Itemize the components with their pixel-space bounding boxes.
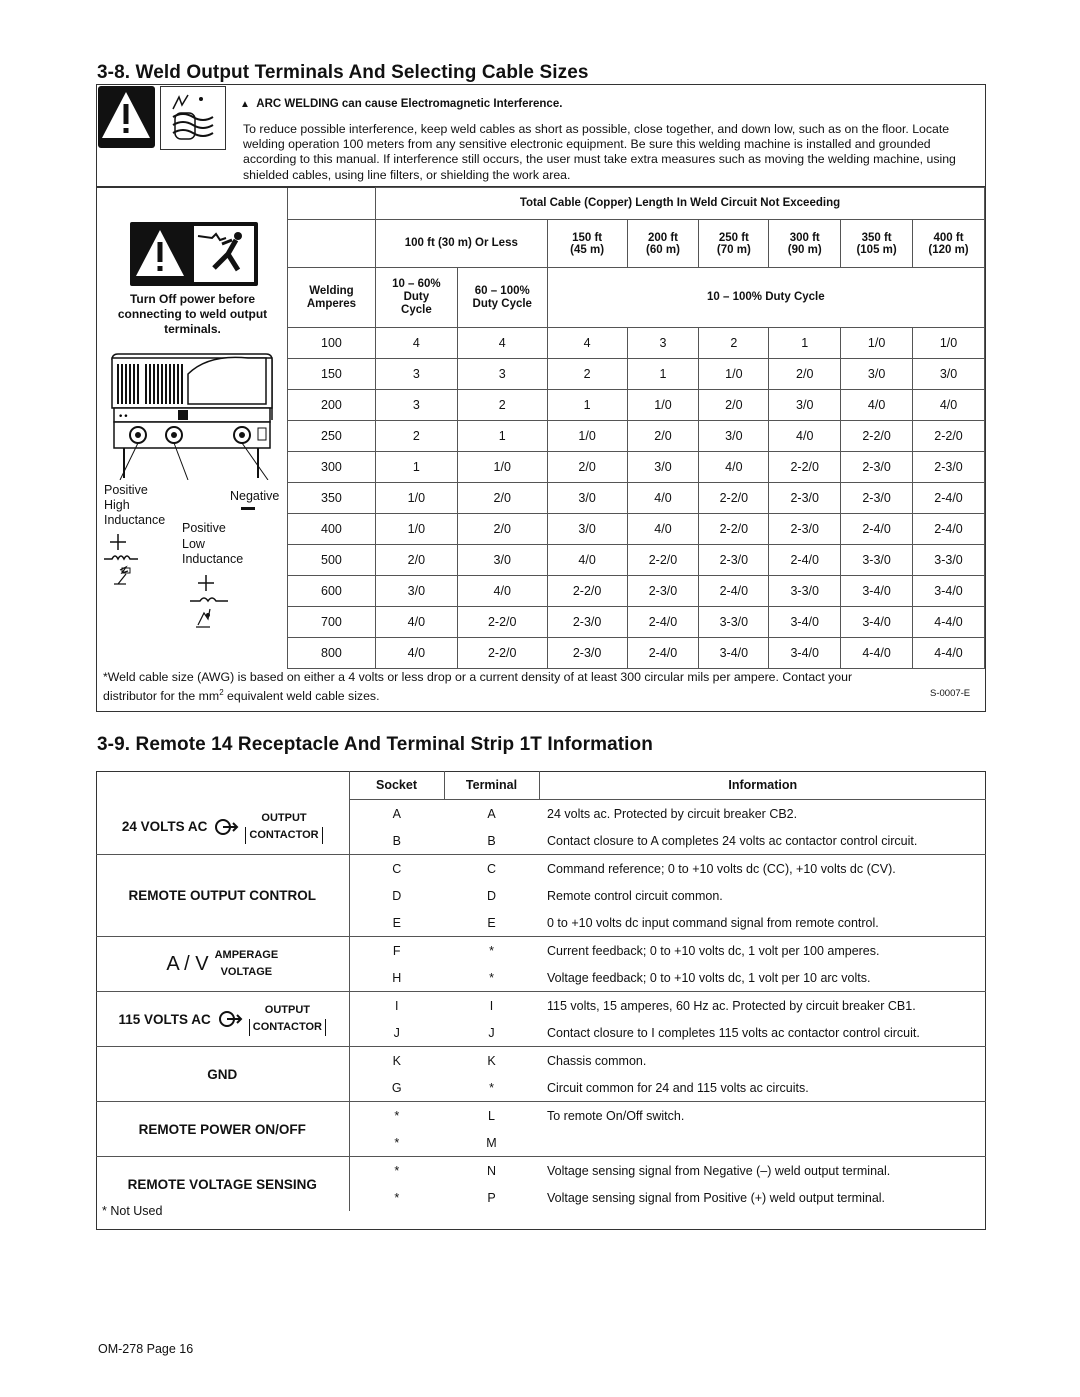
cable-size-cell: 2-2/0: [769, 452, 841, 483]
table-row: [288, 328, 985, 359]
table-row: [96, 1157, 986, 1185]
info-cell: 0 to +10 volts dc input command signal from remote control.: [547, 915, 879, 930]
cable-size-cell: 1/0: [375, 483, 457, 514]
cable-size-cell: 2-4/0: [699, 576, 769, 607]
cable-size-cell: 3/0: [913, 359, 985, 390]
low-inductance-icons: [186, 575, 236, 631]
amperes-cell: 200: [288, 390, 376, 421]
terminal-cell: N: [444, 1157, 539, 1185]
amperes-cell: 500: [288, 545, 376, 576]
cable-size-cell: 3-4/0: [841, 576, 913, 607]
cable-size-cell: 3: [457, 359, 547, 390]
group-label-cell: [96, 1157, 349, 1212]
socket-header: Socket: [349, 771, 444, 800]
amperes-cell: 700: [288, 607, 376, 638]
table-row: [288, 483, 985, 514]
output-contactor-icon: [213, 816, 239, 838]
cable-size-cell: 2: [457, 390, 547, 421]
cable-size-cell: 2/0: [699, 390, 769, 421]
high-inductance-icons: [104, 532, 154, 592]
cable-size-cell: 3-3/0: [699, 607, 769, 638]
cable-size-cell: 3/0: [699, 421, 769, 452]
cable-size-cell: 3-4/0: [841, 607, 913, 638]
cable-size-cell: 2-4/0: [769, 545, 841, 576]
cable-size-cell: 4/0: [769, 421, 841, 452]
terminal-cell: D: [486, 888, 497, 903]
icon-label-top: OUTPUT: [261, 811, 307, 824]
welding-amperes-header: Welding Amperes: [288, 268, 376, 328]
amperes-cell: 350: [288, 483, 376, 514]
info-cell: Contact closure to I completes 115 volts ac contactor control circuit.: [547, 1025, 920, 1040]
cable-size-cell: 3/0: [547, 514, 627, 545]
length-header: 250 ft (70 m): [699, 220, 769, 268]
cable-size-cell: 4/0: [547, 545, 627, 576]
positive-high-label: Positive High Inductance: [104, 483, 166, 527]
length-header: 350 ft (105 m): [841, 220, 913, 268]
cable-size-cell: 4-4/0: [913, 638, 985, 669]
info-cell: Circuit common for 24 and 115 volts ac circuits.: [547, 1080, 809, 1095]
socket-cell: D: [392, 888, 402, 903]
info-cell: Current feedback; 0 to +10 volts dc, 1 volt per 100 amperes.: [539, 937, 986, 965]
length-header: 300 ft (90 m): [769, 220, 841, 268]
cable-size-cell: 2/0: [769, 359, 841, 390]
receptacle-table: [96, 771, 986, 1211]
duty-all-header: 10 – 100% Duty Cycle: [547, 268, 984, 328]
cable-size-cell: 1/0: [627, 390, 699, 421]
cable-size-cell: 1/0: [457, 452, 547, 483]
cable-size-cell: 2-2/0: [457, 607, 547, 638]
group-label-cell: [96, 937, 349, 992]
length-header: 400 ft (120 m): [913, 220, 985, 268]
terminal-cell: *: [489, 1080, 494, 1095]
group-label-cell: [96, 992, 349, 1047]
table-row: [96, 937, 986, 965]
cable-size-cell: 2-3/0: [547, 638, 627, 669]
cable-size-cell: 2/0: [375, 545, 457, 576]
table-row: [288, 545, 985, 576]
info-cell: [539, 1129, 986, 1157]
cable-size-cell: 2-4/0: [841, 514, 913, 545]
cable-size-cell: 2-2/0: [913, 421, 985, 452]
icon-label-bottom: VOLTAGE: [220, 966, 273, 978]
cable-size-table: [287, 187, 985, 669]
group-label: 24 VOLTS AC: [121, 819, 208, 835]
cable-size-cell: 2-3/0: [547, 607, 627, 638]
cable-size-cell: 2-2/0: [841, 421, 913, 452]
terminal-cell: I: [444, 992, 539, 1020]
cable-size-cell: 3: [375, 390, 457, 421]
info-cell: Remote control circuit common.: [547, 888, 723, 903]
table-row: [288, 421, 985, 452]
info-cell: Chassis common.: [539, 1047, 986, 1075]
cable-size-cell: 3/0: [547, 483, 627, 514]
group-label-cell: [96, 1047, 349, 1102]
cable-size-cell: 4: [375, 328, 457, 359]
cable-size-cell: 2-3/0: [913, 452, 985, 483]
cable-size-cell: 3/0: [769, 390, 841, 421]
amperes-cell: 800: [288, 638, 376, 669]
cable-size-cell: 2: [547, 359, 627, 390]
cable-size-cell: 4/0: [375, 638, 457, 669]
section-title-3-8: 3-8. Weld Output Terminals And Selecting Cable Sizes: [97, 62, 589, 83]
icon-label-top: OUTPUT: [264, 1004, 310, 1016]
cable-size-cell: 3/0: [457, 545, 547, 576]
socket-cell: G: [391, 1080, 402, 1095]
socket-cell: *: [349, 1102, 444, 1130]
cable-size-cell: 4/0: [627, 483, 699, 514]
cable-size-cell: 3-3/0: [841, 545, 913, 576]
amperes-cell: 300: [288, 452, 376, 483]
cable-size-cell: 1/0: [841, 328, 913, 359]
group-label: A / V: [166, 952, 209, 975]
terminal-cell: K: [444, 1047, 539, 1075]
cable-size-cell: 2-2/0: [699, 483, 769, 514]
cable-size-cell: 2/0: [627, 421, 699, 452]
cable-size-cell: 1: [769, 328, 841, 359]
terminal-header: Terminal: [444, 771, 539, 800]
cable-size-cell: 2-2/0: [627, 545, 699, 576]
socket-cell: E: [392, 915, 401, 930]
socket-cell: J: [393, 1025, 400, 1040]
cable-size-cell: 2-2/0: [699, 514, 769, 545]
cable-size-cell: 3/0: [375, 576, 457, 607]
cable-size-cell: 4-4/0: [841, 638, 913, 669]
cable-size-cell: 4/0: [627, 514, 699, 545]
cable-size-cell: 2/0: [547, 452, 627, 483]
cable-size-cell: 2-3/0: [699, 545, 769, 576]
positive-low-label: Positive Low Inductance: [182, 521, 244, 566]
terminal-cell: J: [488, 1025, 495, 1040]
info-cell: To remote On/Off switch.: [539, 1102, 986, 1130]
amperes-cell: 250: [288, 421, 376, 452]
cable-size-cell: 1/0: [375, 514, 457, 545]
group-label-cell: [96, 1102, 349, 1157]
length-header-100ft: 100 ft (30 m) Or Less: [375, 220, 547, 268]
cable-size-cell: 4/0: [699, 452, 769, 483]
group-label: GND: [207, 1066, 238, 1082]
cable-size-cell: 4/0: [375, 607, 457, 638]
socket-cell: B: [392, 833, 401, 848]
cable-size-cell: 3: [375, 359, 457, 390]
emi-text: To reduce possible interference, keep weld cables as short as possible, close together, and down low, such as on the floor. Locate welding operation 100 meters from any sensitive electronic equipment. Be sure this welding machine is installed and grounded according to this manual. If interference still occurs, the user must take extra measures such as moving the welding machine, using shielded cables, using line filters, or shielding the work area.: [243, 122, 956, 182]
cable-size-cell: 3-4/0: [913, 576, 985, 607]
duty-10-60-header: 10 – 60% Duty Cycle: [375, 268, 457, 328]
section-title-3-9: 3-9. Remote 14 Receptacle And Terminal Strip 1T Information: [97, 734, 653, 755]
table-row: [288, 514, 985, 545]
cable-size-cell: 2-3/0: [841, 452, 913, 483]
turn-off-text: Turn Off power before connecting to weld output terminals.: [117, 292, 268, 336]
amperes-cell: 400: [288, 514, 376, 545]
socket-cell: C: [349, 855, 444, 883]
socket-cell: A: [392, 806, 401, 821]
table-row: [288, 359, 985, 390]
cable-size-cell: 3/0: [841, 359, 913, 390]
table-title: Total Cable (Copper) Length In Weld Circuit Not Exceeding: [375, 188, 984, 220]
table-row: [288, 390, 985, 421]
info-cell: Voltage sensing signal from Positive (+) weld output terminal.: [547, 1190, 886, 1205]
socket-cell: F: [349, 937, 444, 965]
group-label: 115 VOLTS AC: [118, 1011, 211, 1027]
socket-cell: *: [349, 1157, 444, 1185]
socket-cell: I: [349, 992, 444, 1020]
socket-cell: H: [392, 970, 402, 985]
cable-size-cell: 3-3/0: [769, 576, 841, 607]
cable-size-cell: 2-3/0: [769, 514, 841, 545]
duty-60-100-header: 60 – 100% Duty Cycle: [457, 268, 547, 328]
cable-size-cell: 1: [375, 452, 457, 483]
reference-code: S-0007-E: [930, 688, 971, 699]
group-label: REMOTE OUTPUT CONTROL: [128, 888, 316, 903]
cable-size-cell: 1/0: [547, 421, 627, 452]
cable-size-cell: 4-4/0: [913, 607, 985, 638]
cable-size-cell: 4/0: [457, 576, 547, 607]
cable-size-cell: 2-4/0: [913, 514, 985, 545]
cable-size-cell: 3-3/0: [913, 545, 985, 576]
emi-icon: [160, 86, 226, 150]
terminal-cell: *: [489, 970, 494, 985]
negative-label: Negative: [230, 489, 280, 503]
output-contactor-icon: [217, 1008, 243, 1030]
length-header: 200 ft (60 m): [627, 220, 699, 268]
table-row: [96, 1102, 986, 1130]
terminal-cell: L: [444, 1102, 539, 1130]
emi-heading: ▲ ARC WELDING can cause Electromagnetic Interference.: [240, 98, 563, 110]
table-row: [96, 855, 986, 883]
terminal-cell: A: [487, 806, 496, 821]
terminal-cell: E: [487, 915, 496, 930]
amperes-cell: 150: [288, 359, 376, 390]
cable-size-cell: 2-4/0: [627, 638, 699, 669]
cable-size-cell: 3/0: [627, 452, 699, 483]
cable-size-cell: 3-4/0: [769, 607, 841, 638]
cable-size-cell: 2-2/0: [547, 576, 627, 607]
table-row: [96, 992, 986, 1020]
svg-text:••: ••: [118, 412, 129, 422]
machine-front-panel-illustration: [108, 350, 276, 480]
table-row: [288, 576, 985, 607]
group-label: REMOTE POWER ON/OFF: [138, 1121, 306, 1137]
cable-size-cell: 1: [457, 421, 547, 452]
shock-warning-icon: [130, 222, 258, 286]
table-row: [96, 1047, 986, 1075]
cable-size-cell: 2: [699, 328, 769, 359]
table-row: [288, 638, 985, 669]
cable-footnote: *Weld cable size (AWG) is based on either a 4 volts or less drop or a current density of at least 300 circular mils per ampere. Contact your distributor for the $mm^2$ equivalent weld cable sizes.: [103, 670, 853, 704]
icon-label-bottom: CONTACTOR: [249, 1019, 326, 1036]
info-cell: 24 volts ac. Protected by circuit breaker CB2.: [547, 806, 798, 821]
cable-size-cell: 1: [547, 390, 627, 421]
cable-size-cell: 2: [375, 421, 457, 452]
socket-cell: K: [349, 1047, 444, 1075]
socket-cell: *: [394, 1135, 400, 1150]
group-label: REMOTE VOLTAGE SENSING: [127, 1176, 317, 1192]
minus-icon: [241, 507, 255, 510]
warning-icon: [98, 86, 155, 148]
cable-size-cell: 2-3/0: [627, 576, 699, 607]
info-cell: Voltage feedback; 0 to +10 volts dc, 1 volt per 10 arc volts.: [547, 970, 871, 985]
cable-size-cell: 4/0: [841, 390, 913, 421]
terminal-cell: M: [486, 1135, 497, 1150]
cable-size-cell: 2-4/0: [913, 483, 985, 514]
cable-size-cell: 2-3/0: [769, 483, 841, 514]
table-row: [288, 607, 985, 638]
cable-size-cell: 2/0: [457, 483, 547, 514]
cable-size-cell: 3-4/0: [769, 638, 841, 669]
table-row: [288, 452, 985, 483]
icon-label-bottom: CONTACTOR: [245, 827, 322, 844]
terminal-cell: B: [487, 833, 496, 848]
terminal-cell: C: [444, 855, 539, 883]
cable-size-cell: 2-2/0: [457, 638, 547, 669]
socket-cell: *: [394, 1190, 400, 1205]
info-cell: 115 volts, 15 amperes, 60 Hz ac. Protected by circuit breaker CB1.: [539, 992, 986, 1020]
cable-size-cell: 2-3/0: [841, 483, 913, 514]
page-footer: OM-278 Page 16: [98, 1342, 194, 1356]
cable-size-cell: 1: [627, 359, 699, 390]
table-row: [96, 800, 986, 828]
not-used-note: * Not Used: [102, 1204, 163, 1218]
cable-size-cell: 3-4/0: [699, 638, 769, 669]
cable-size-cell: 2-4/0: [627, 607, 699, 638]
amperes-cell: 600: [288, 576, 376, 607]
info-cell: Voltage sensing signal from Negative (–) weld output terminal.: [539, 1157, 986, 1185]
info-cell: Command reference; 0 to +10 volts dc (CC), +10 volts dc (CV).: [539, 855, 986, 883]
cable-size-cell: 4/0: [913, 390, 985, 421]
cable-size-cell: 3: [627, 328, 699, 359]
amperes-cell: 100: [288, 328, 376, 359]
terminal-cell: *: [444, 937, 539, 965]
terminal-cell: P: [487, 1190, 496, 1205]
icon-label-top: AMPERAGE: [214, 949, 279, 961]
group-label-cell: [96, 855, 349, 937]
cable-size-cell: 4: [547, 328, 627, 359]
cable-size-cell: 1/0: [913, 328, 985, 359]
cable-size-cell: 2/0: [457, 514, 547, 545]
cable-size-cell: 1/0: [699, 359, 769, 390]
information-header: Information: [539, 771, 986, 800]
group-label-cell: [96, 800, 349, 855]
info-cell: Contact closure to A completes 24 volts ac contactor control circuit.: [547, 833, 918, 848]
cable-size-cell: 4: [457, 328, 547, 359]
length-header: 150 ft (45 m): [547, 220, 627, 268]
